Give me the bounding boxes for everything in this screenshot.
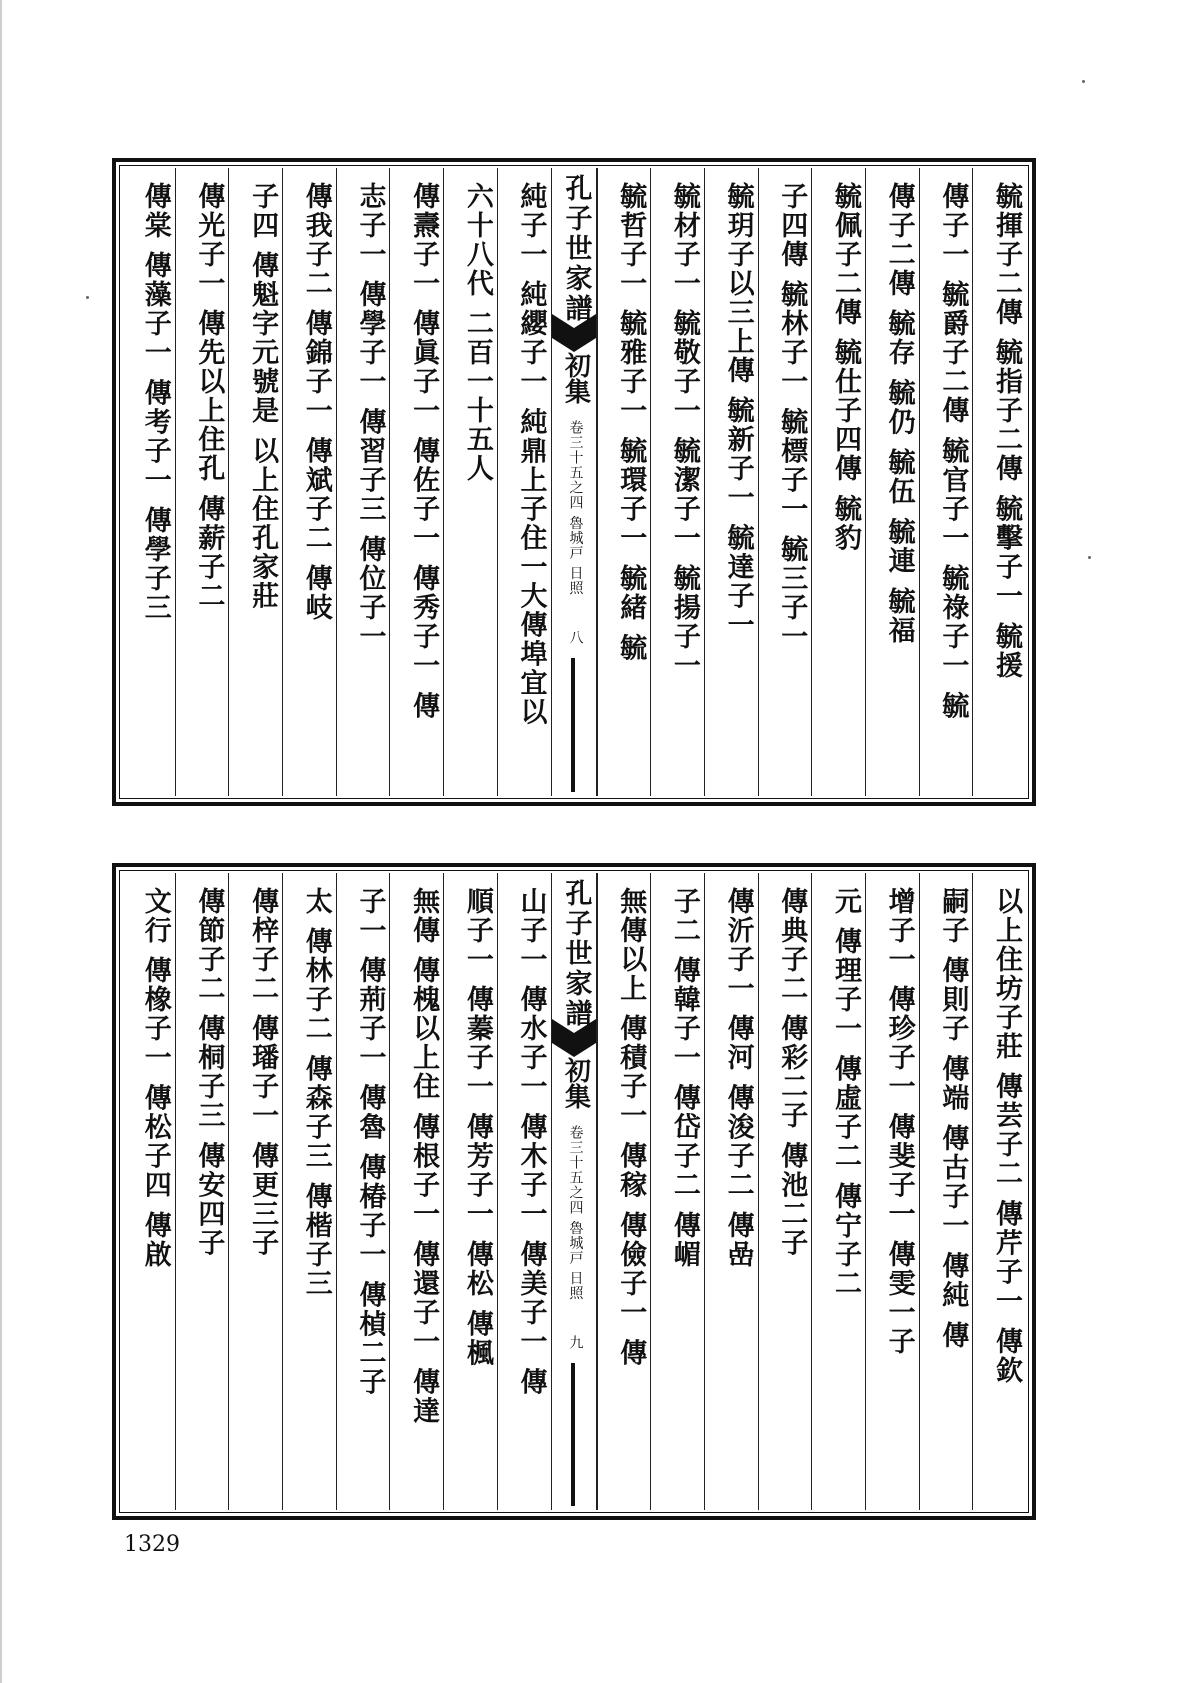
folio-number: 八 (567, 630, 584, 644)
genealogy-column: 傳典子二 傳彩二子 傳池二子 (758, 873, 812, 1510)
page-number: 1329 (124, 1532, 180, 1557)
upper-page (112, 158, 1036, 806)
genealogy-column: 毓揮子二傳 毓指子二傳 毓擊子一 毓援 (972, 168, 1026, 796)
lower-page (112, 863, 1036, 1520)
genealogy-column: 純子一 純纓子一 純鼎上子住一大傳埠宜以 (497, 168, 551, 796)
genealogy-column: 毓材子一 毓敬子一 毓潔子一 毓揚子一 (650, 168, 704, 796)
genealogy-column: 傳光子一 傳先以上住孔 傳薪子二 (175, 168, 229, 796)
genealogy-column: 傳我子二 傳錦子一 傳斌子二 傳岐 (282, 168, 336, 796)
genealogy-column: 子一 傳荊子一 傳魯 傳椿子一 傳楨二子 (336, 873, 390, 1510)
center-fold (551, 168, 597, 796)
genealogy-column: 順子一 傳蓁子一 傳芳子一 傳松 傳楓 (443, 873, 497, 1510)
scan-speck (1082, 80, 1085, 83)
collection-label: 初集 (560, 352, 591, 404)
genealogy-column: 以上住坊子莊 傳芸子二 傳芹子一 傳欽 (972, 873, 1026, 1510)
collection-label: 初集 (560, 1057, 591, 1109)
genealogy-column: 毓佩子二傳 毓仕子四傳 毓豹 (811, 168, 865, 796)
volume-subtitle: 卷三十五之四 魯城戸 日照 (567, 420, 584, 596)
genealogy-column: 無傳以上 傳積子一 傳稼 傳儉子一 傳 (597, 873, 651, 1510)
scan-speck (86, 296, 89, 299)
center-fold (551, 873, 597, 1510)
folio-number: 九 (567, 1335, 584, 1349)
genealogy-column: 傳子一 毓爵子二傳 毓官子一 毓祿子一 毓 (919, 168, 973, 796)
genealogy-column: 元 傳理子一 傳虛子二 傳宁子二 (811, 873, 865, 1510)
genealogy-column: 傳子二傳 毓存 毓仍 毓伍 毓連 毓福 (865, 168, 919, 796)
fish-tail-icon (552, 314, 596, 352)
center-rule (571, 1363, 575, 1506)
genealogy-column: 子四 傳魁字元號是 以上住孔家莊 (228, 168, 282, 796)
scan-edge (0, 0, 2, 1683)
center-rule (571, 658, 575, 792)
genealogy-column: 增子一 傳珍子一 傳斐子一 傳雯一子 (865, 873, 919, 1510)
volume-subtitle: 卷三十五之四 魯城戸 日照 (567, 1125, 584, 1301)
genealogy-column: 嗣子 傳則子 傳端 傳古子一 傳純 傳 (919, 873, 973, 1510)
book-title: 孔子世家譜 (560, 174, 592, 324)
genealogy-column: 無傳 傳槐以上住 傳根子一 傳還子一 傳達 (389, 873, 443, 1510)
genealogy-column: 傳梓子二 傳璠子一 傳更三子 (228, 873, 282, 1510)
genealogy-column: 毓玥子以三上傳 毓新子一 毓達子一 (704, 168, 758, 796)
genealogy-column: 子二 傳韓子一 傳岱子二 傳嵋 (650, 873, 704, 1510)
fish-tail-icon (552, 1019, 596, 1057)
genealogy-column: 傳燾子一 傳眞子一 傳佐子一 傳秀子一 傳 (389, 168, 443, 796)
genealogy-column: 傳節子二 傳桐子三 傳安四子 (175, 873, 229, 1510)
genealogy-column: 毓哲子一 毓雅子一 毓環子一 毓緒 毓 (597, 168, 651, 796)
genealogy-column: 山子一 傳水子一 傳木子一 傳美子一 傳 (497, 873, 551, 1510)
book-title: 孔子世家譜 (560, 879, 592, 1029)
generation-heading-column: 六十八代 二百一十五人 (443, 168, 497, 796)
scan-speck (1088, 556, 1091, 559)
genealogy-column: 傳沂子一 傳河 傳浚子二 傳嵒 (704, 873, 758, 1510)
genealogy-column: 子四傳 毓林子一 毓標子一 毓三子一 (758, 168, 812, 796)
genealogy-column: 文行 傳橡子一 傳松子四 傳啟 (139, 887, 171, 1270)
genealogy-column: 志子一 傳學子一 傳習子三 傳位子一 (336, 168, 390, 796)
genealogy-column: 太 傳林子二 傳森子三 傳楷子三 (282, 873, 336, 1510)
genealogy-column: 傳棠 傳藻子一 傳考子一 傳學子三 (139, 182, 171, 623)
